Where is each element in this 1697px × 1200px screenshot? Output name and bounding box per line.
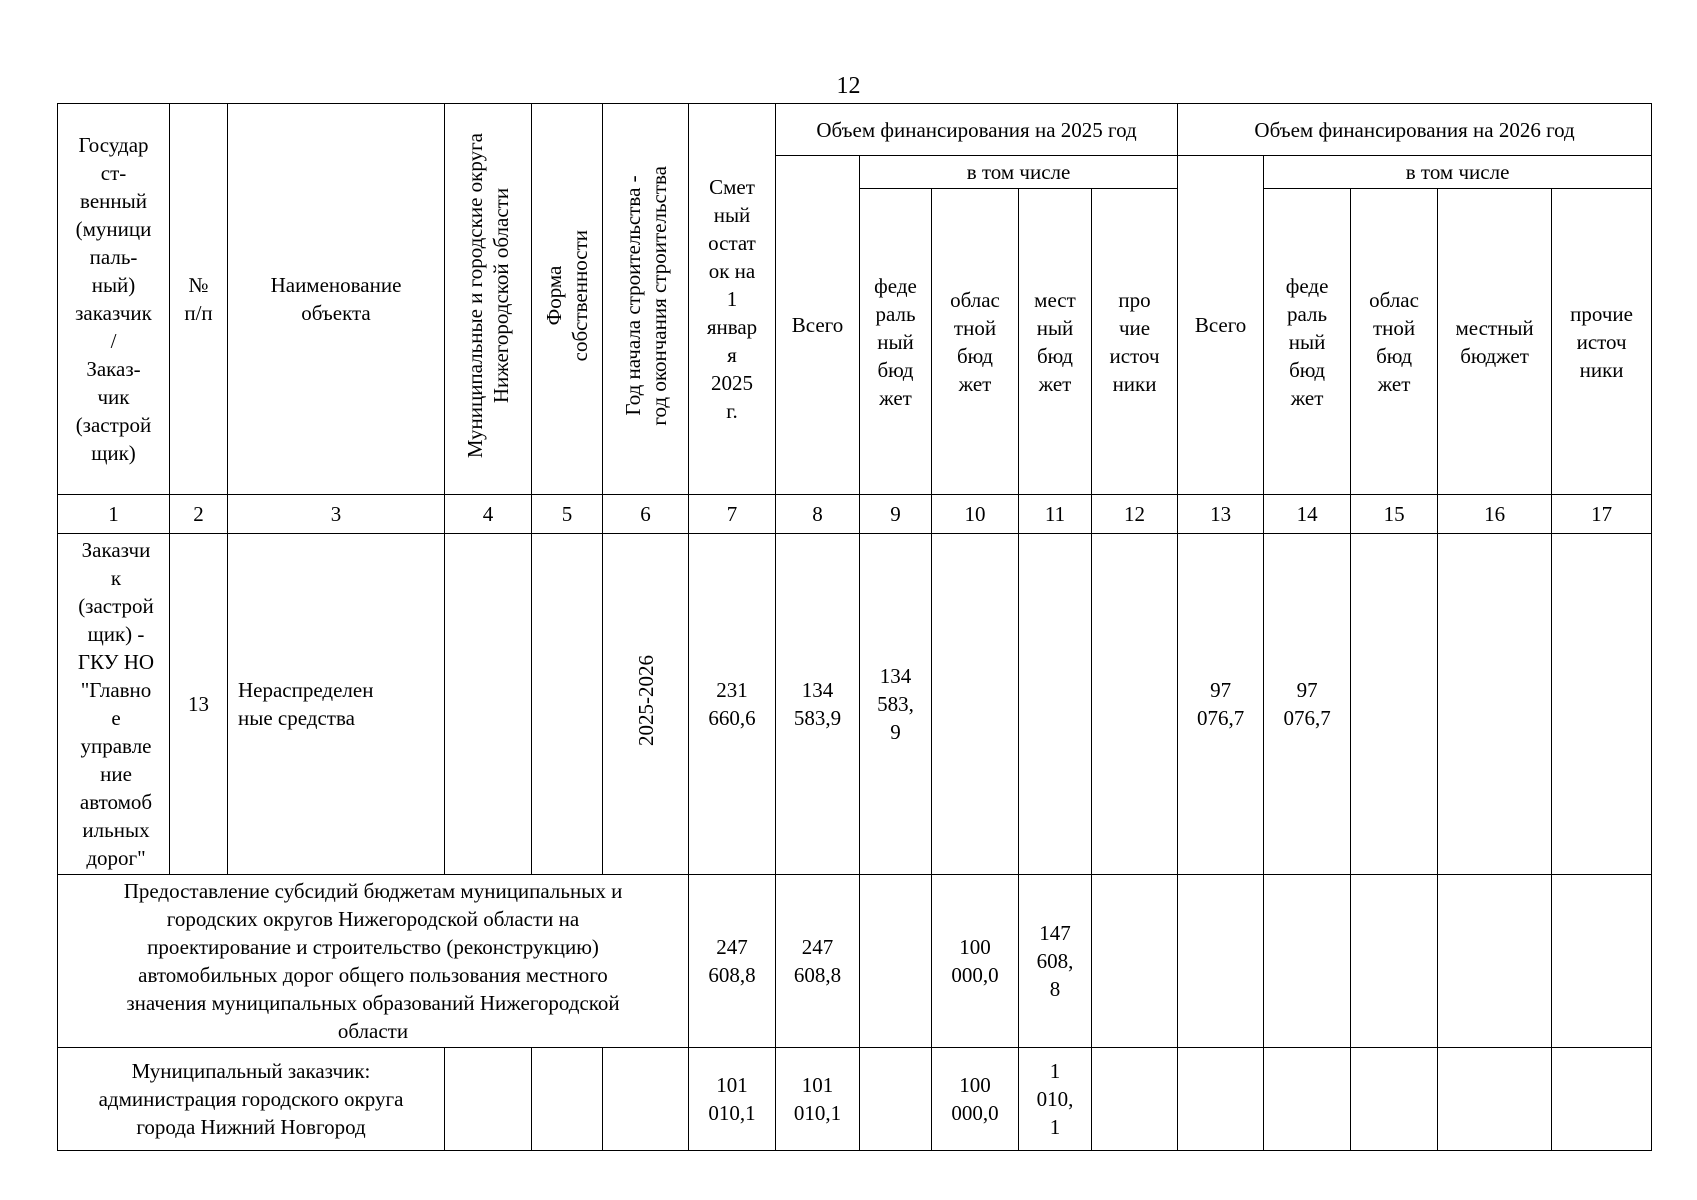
- header-construction-years: Год начала строительства - год окончания строительства: [603, 104, 689, 495]
- local-2026-cell: [1438, 875, 1552, 1048]
- federal-2025-cell: [860, 1048, 932, 1151]
- header-total-2025: Всего: [776, 156, 860, 495]
- header-regional-2026: облас тной бюд жет: [1351, 189, 1438, 495]
- subsidy-description-cell: Предоставление субсидий бюджетам муниципальных и городских округов Нижегородской области на проектирование и строительство (реконструкцию) автомобильных дорог общего пользования местного значения муниципальных образований Нижегородской области: [58, 875, 689, 1048]
- other-2026-cell: [1552, 534, 1652, 875]
- regional-2026-cell: [1351, 534, 1438, 875]
- column-number: 11: [1019, 495, 1092, 534]
- column-number: 2: [170, 495, 228, 534]
- header-including-2025: в том числе: [860, 156, 1178, 189]
- column-number: 5: [532, 495, 603, 534]
- column-number: 16: [1438, 495, 1552, 534]
- header-including-2026: в том числе: [1264, 156, 1652, 189]
- page-number: 12: [836, 73, 861, 99]
- federal-2025-cell: 134 583, 9: [860, 534, 932, 875]
- other-2026-cell: [1552, 875, 1652, 1048]
- header-customer: Государ ст- венный (муници паль- ный) заказчик / Заказ- чик (застрой щик): [58, 104, 170, 495]
- column-number: 15: [1351, 495, 1438, 534]
- header-other-2025: про чие источ ники: [1092, 189, 1178, 495]
- local-2025-cell: [1019, 534, 1092, 875]
- column-number: 6: [603, 495, 689, 534]
- other-2025-cell: [1092, 534, 1178, 875]
- object-name-cell: Нераспределен ные средства: [228, 534, 445, 875]
- header-total-2026: Всего: [1178, 156, 1264, 495]
- column-number-row: [58, 495, 1652, 534]
- column-number: 10: [932, 495, 1019, 534]
- column-number: 13: [1178, 495, 1264, 534]
- column-number: 7: [689, 495, 776, 534]
- total-2026-cell: [1178, 1048, 1264, 1151]
- ownership-cell: [532, 534, 603, 875]
- regional-2025-cell: 100 000,0: [932, 875, 1019, 1048]
- column-number: 9: [860, 495, 932, 534]
- federal-2026-cell: [1264, 875, 1351, 1048]
- estimate-cell: 247 608,8: [689, 875, 776, 1048]
- header-regional-2025: облас тной бюд жет: [932, 189, 1019, 495]
- header-estimate-balance: Смет ный остат ок на 1 январ я 2025 г.: [689, 104, 776, 495]
- header-number: № п/п: [170, 104, 228, 495]
- row-number-cell: 13: [170, 534, 228, 875]
- municipalities-cell: [445, 1048, 532, 1151]
- header-municipalities: Муниципальные и городские округа Нижегородской области: [445, 104, 532, 495]
- column-number: 3: [228, 495, 445, 534]
- regional-2025-cell: [932, 534, 1019, 875]
- header-local-2026: местный бюджет: [1438, 189, 1552, 495]
- column-number: 17: [1552, 495, 1652, 534]
- federal-2026-cell: [1264, 1048, 1351, 1151]
- column-number: 12: [1092, 495, 1178, 534]
- local-2026-cell: [1438, 534, 1552, 875]
- financing-table: [57, 103, 1652, 1151]
- other-2025-cell: [1092, 875, 1178, 1048]
- column-number: 14: [1264, 495, 1351, 534]
- ownership-cell: [532, 1048, 603, 1151]
- total-2026-cell: [1178, 875, 1264, 1048]
- regional-2025-cell: 100 000,0: [932, 1048, 1019, 1151]
- header-funding-2026: Объем финансирования на 2026 год: [1178, 104, 1652, 156]
- header-ownership: Форма собственности: [532, 104, 603, 495]
- header-other-2026: прочие источ ники: [1552, 189, 1652, 495]
- other-2025-cell: [1092, 1048, 1178, 1151]
- column-number: 8: [776, 495, 860, 534]
- regional-2026-cell: [1351, 875, 1438, 1048]
- total-2025-cell: 247 608,8: [776, 875, 860, 1048]
- table-row: [58, 534, 1652, 875]
- total-2025-cell: 134 583,9: [776, 534, 860, 875]
- municipalities-cell: [445, 534, 532, 875]
- construction-years-cell: 2025-2026: [603, 534, 689, 875]
- local-2025-cell: 1 010, 1: [1019, 1048, 1092, 1151]
- header-federal-2026: феде раль ный бюд жет: [1264, 189, 1351, 495]
- table-row: [58, 1048, 1652, 1151]
- header-object-name: Наименование объекта: [228, 104, 445, 495]
- header-federal-2025: феде раль ный бюд жет: [860, 189, 932, 495]
- header-funding-2025: Объем финансирования на 2025 год: [776, 104, 1178, 156]
- header-row-1: [58, 104, 1652, 156]
- regional-2026-cell: [1351, 1048, 1438, 1151]
- total-2025-cell: 101 010,1: [776, 1048, 860, 1151]
- other-2026-cell: [1552, 1048, 1652, 1151]
- header-local-2025: мест ный бюд жет: [1019, 189, 1092, 495]
- estimate-cell: 231 660,6: [689, 534, 776, 875]
- column-number: 4: [445, 495, 532, 534]
- column-number: 1: [58, 495, 170, 534]
- municipal-customer-cell: Муниципальный заказчик: администрация городского округа города Нижний Новгород: [58, 1048, 445, 1151]
- federal-2026-cell: 97 076,7: [1264, 534, 1351, 875]
- total-2026-cell: 97 076,7: [1178, 534, 1264, 875]
- local-2026-cell: [1438, 1048, 1552, 1151]
- construction-years-cell: [603, 1048, 689, 1151]
- table-row: [58, 875, 1652, 1048]
- customer-cell: Заказчи к (застрой щик) - ГКУ НО "Главно е управле ние автомоб ильных дорог": [58, 534, 170, 875]
- local-2025-cell: 147 608, 8: [1019, 875, 1092, 1048]
- estimate-cell: 101 010,1: [689, 1048, 776, 1151]
- federal-2025-cell: [860, 875, 932, 1048]
